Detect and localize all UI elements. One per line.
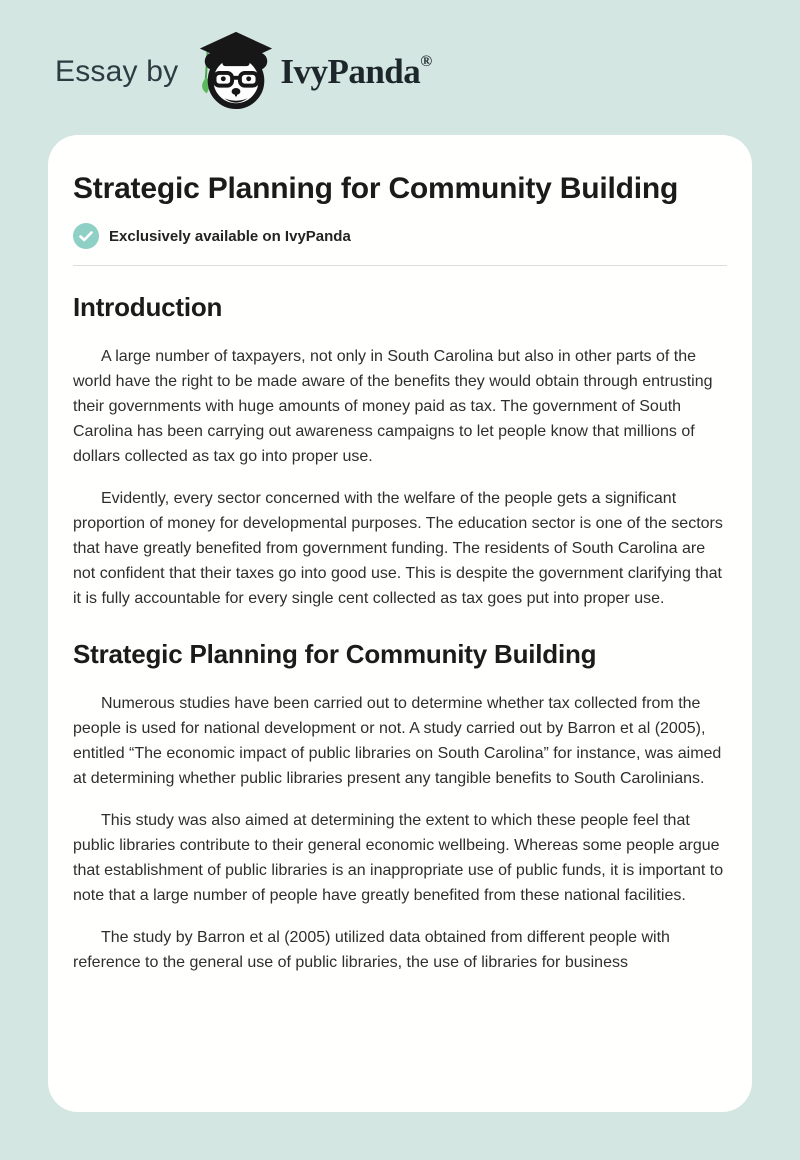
registered-mark: ® — [420, 53, 432, 70]
panda-graduate-icon[interactable] — [196, 33, 276, 111]
badge-label: Exclusively available on IvyPanda — [109, 227, 351, 245]
check-icon — [73, 223, 99, 249]
section-heading-strategic-planning: Strategic Planning for Community Building — [73, 639, 597, 669]
paragraph: Numerous studies have been carried out to determine whether tax collected from the people is used for national development or not. A study carried out by Barron et al (2005), entitled “The economic impact of public libraries on South Carolina” for instance, was aimed at determining whether public libraries present any tangible benefits to South Carolinians. — [73, 695, 722, 787]
brand-name: IvyPanda — [280, 52, 421, 91]
paragraph: A large number of taxpayers, not only in South Carolina but also in other parts of the world have the right to be made aware of the benefits they would obtain through entrusting their governments with huge amounts of money paid as tax. The government of South Carolina has been carrying out awareness campaigns to let people know that millions of dollars collected as tax go into proper use. — [73, 348, 713, 465]
page-header — [0, 0, 800, 110]
essay-by-label: Essay by — [55, 55, 179, 88]
paragraph: Evidently, every sector concerned with the welfare of the people gets a significant proportion of money for developmental purposes. The education sector is one of the sectors that have greatly benefited from government funding. The residents of South Carolina are not confident that their taxes go into good use. This is despite the government clarifying that it is fully accountable for every single cent collected as tax goes put into proper use. — [73, 490, 723, 607]
page-title: Strategic Planning for Community Building — [73, 172, 679, 205]
divider — [73, 265, 727, 266]
exclusive-badge — [73, 223, 727, 249]
brand-wordmark[interactable] — [280, 52, 431, 92]
paragraph: The study by Barron et al (2005) utilized data obtained from different people with reference to the general use of public libraries, the use of libraries for business — [73, 929, 670, 971]
paragraph: This study was also aimed at determining the extent to which these people feel that public libraries contribute to their general economic wellbeing. Whereas some people argue that establishment of public libraries is an inappropriate use of public funds, it is important to note that a large number of people have greatly benefited from these national facilities. — [73, 812, 724, 904]
section-heading-introduction: Introduction — [73, 292, 223, 322]
essay-card — [48, 135, 752, 1112]
